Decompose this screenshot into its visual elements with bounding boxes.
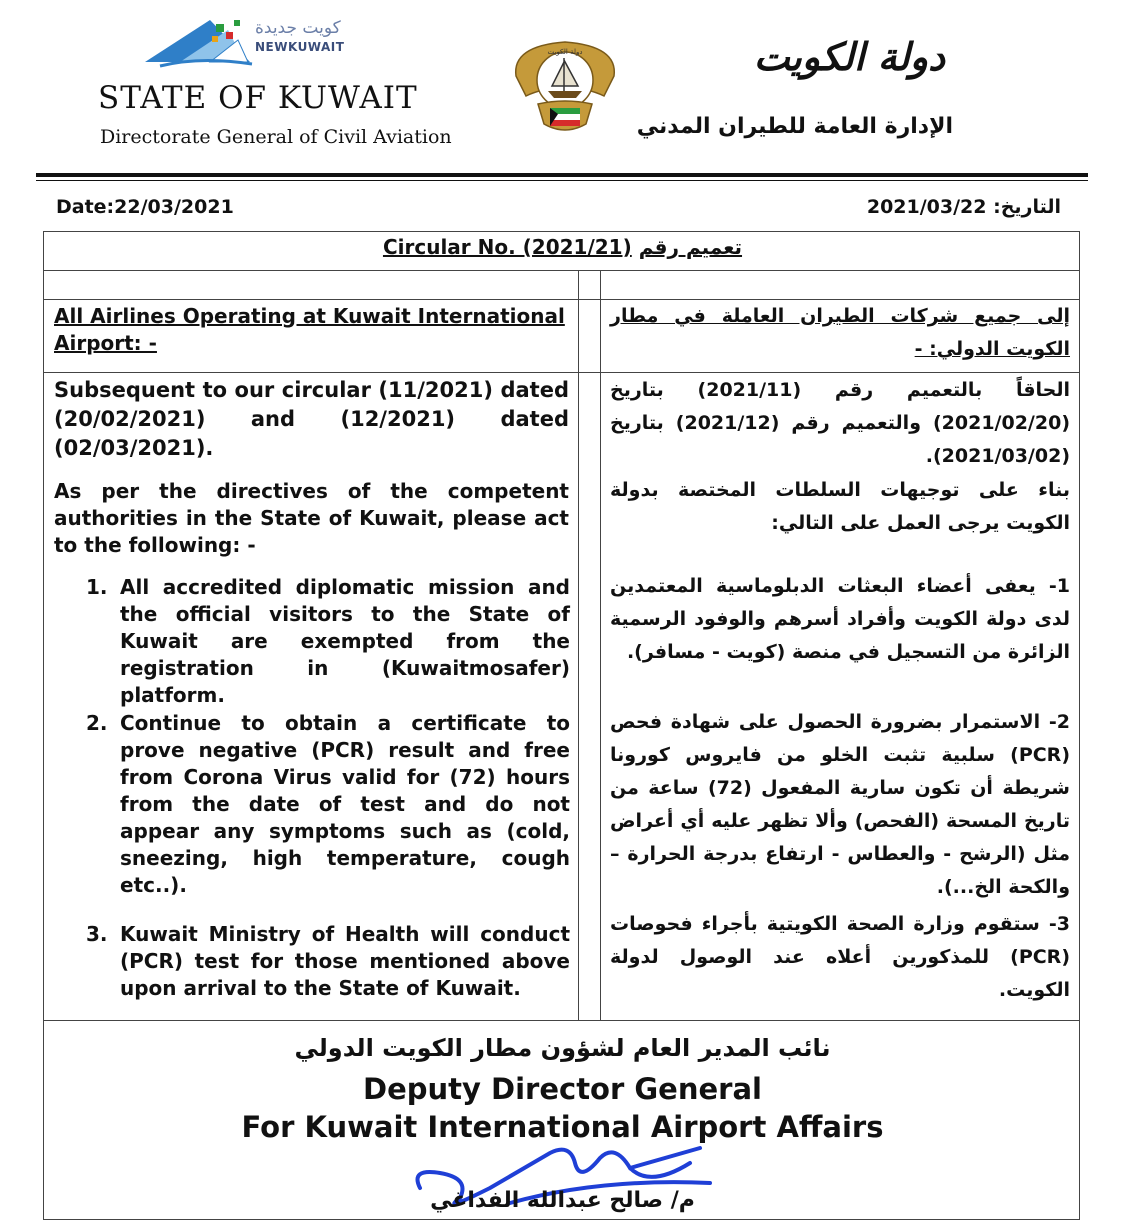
addressee-arabic: إلى جميع شركات الطيران العاملة في مطار الكويت الدولي: - — [610, 305, 1070, 360]
item-number: 3. — [86, 922, 108, 946]
circular-number — [0, 235, 1125, 259]
kuwait-emblem-icon — [508, 36, 622, 146]
dgca-english-subtitle: Directorate General of Civil Aviation — [100, 126, 452, 148]
item-text: Kuwait Ministry of Health will conduct (PCR) test for those mentioned above upon arrival to the State of Kuwait. — [120, 922, 570, 1000]
date-english: Date:22/03/2021 — [56, 196, 234, 218]
list-item-arabic-1: 1- يعفى أعضاء البعثات الدبلوماسية المعتمدين لدى دولة الكويت وأفراد أسرهم والوفود الرسمية الزائرة من التسجيل في منصة (كويت - مسافر). — [610, 575, 1070, 663]
newkuwait-english-label: NEWKUWAIT — [255, 40, 345, 54]
date-arabic: التاريخ: 2021/03/22 — [866, 196, 1061, 218]
table-divider — [43, 372, 1080, 373]
list-item-english-3 — [86, 921, 570, 1011]
signatory-title-arabic: نائب المدير العام لشؤون مطار الكويت الدولي — [294, 1034, 831, 1062]
signatory-title-english-line1: Deputy Director General — [363, 1072, 762, 1106]
circular-number-arabic: تعميم رقم — [638, 235, 743, 259]
directive-arabic: بناء على توجيهات السلطات المختصة بدولة الكويت يرجى العمل على التالي: — [610, 479, 1070, 534]
item-number: 1. — [86, 575, 108, 599]
addressee-english: All Airlines Operating at Kuwait International Airport: - — [54, 304, 565, 355]
dgca-arabic-subtitle: الإدارة العامة للطيران المدني — [636, 114, 953, 139]
item-text: Continue to obtain a certificate to prove negative (PCR) result and free from Corona Virus valid for (72) hours from the date of test and do not appear any symptoms such as (cold, sneezing, high temperature, cough etc..). — [120, 711, 570, 897]
item-number: 2. — [86, 711, 108, 735]
newkuwait-arabic-label: كويت جديدة — [255, 18, 341, 38]
signatory-name-arabic: م/ صالح عبدالله الفداغي — [430, 1188, 695, 1213]
intro-english: Subsequent to our circular (11/2021) dated (20/02/2021) and (12/2021) dated (02/03/2021). — [54, 378, 569, 460]
intro-arabic: الحاقاً بالتعميم رقم (2021/11) بتاريخ (2021/02/20) والتعميم رقم (2021/12) بتاريخ (2021/03/02). — [610, 379, 1070, 467]
directive-english: As per the directives of the competent authorities in the State of Kuwait, please act to the following: - — [54, 479, 569, 557]
state-of-kuwait-title: STATE OF KUWAIT — [98, 80, 418, 116]
state-of-kuwait-arabic-title: دولة الكويت — [753, 34, 945, 79]
circular-number-english: Circular No. (2021/21) — [382, 235, 632, 259]
list-item-english-2 — [86, 710, 570, 897]
list-item-arabic-3: 3- ستقوم وزارة الصحة الكويتية بأجراء فحوصات (PCR) للمذكورين أعلاه عند الوصول لدولة الكويت. — [610, 913, 1070, 1001]
column-divider — [600, 270, 601, 1020]
header-divider-thick — [36, 173, 1088, 177]
emblem-inscription: دولة الكويت — [547, 48, 583, 56]
list-item-arabic-2: 2- الاستمرار بضرورة الحصول على شهادة فحص (PCR) سلبية تثبت الخلو من فايروس كورونا شريطة أن تكون سارية المفعول (72) ساعة من تاريخ المسحة (الفحص) وألا تظهر عليه أي أعراض مثل (الرشح - والعطاس - ارتفاع بدرجة الحرارة – والكحة الخ...). — [610, 711, 1070, 898]
signatory-title-english-line2: For Kuwait International Airport Affairs — [241, 1110, 884, 1144]
header-divider-thin — [36, 180, 1088, 181]
item-text: All accredited diplomatic mission and the official visitors to the State of Kuwait are exempted from the registration in (Kuwaitmosafer) platform. — [120, 575, 570, 707]
list-item-english-1 — [86, 574, 570, 707]
column-divider — [578, 270, 579, 1020]
table-divider — [43, 270, 1080, 271]
